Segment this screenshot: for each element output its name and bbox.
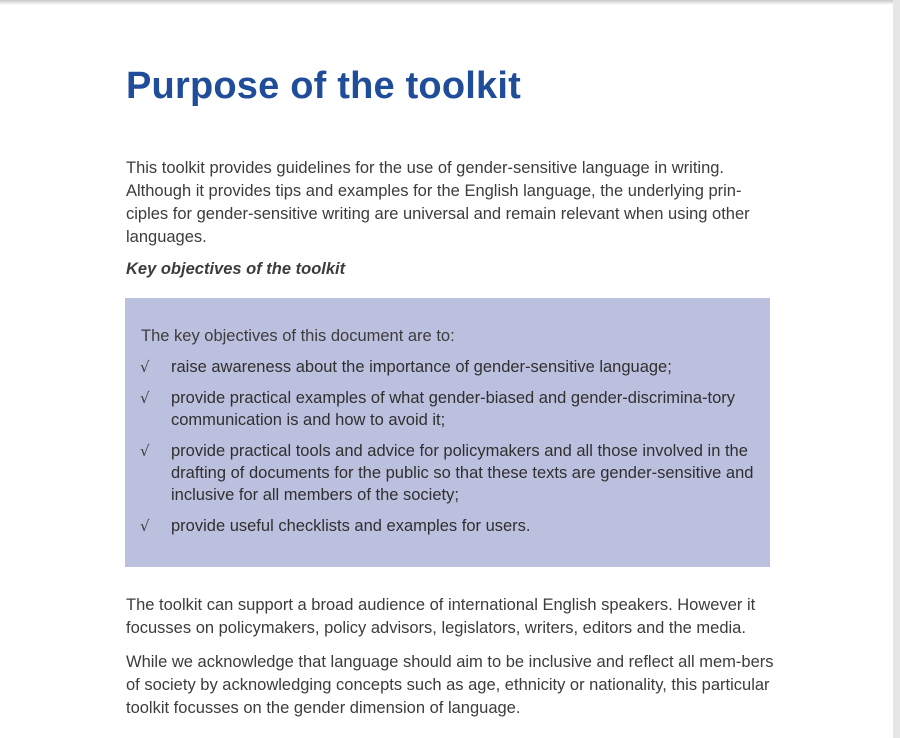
audience-paragraph: The toolkit can support a broad audience of international English speakers. However it focusses on policymakers, policy advisors, legislators, writers, editors and the media. bbox=[126, 596, 756, 637]
objectives-box bbox=[125, 298, 770, 567]
objectives-list bbox=[125, 356, 770, 546]
objective-item bbox=[125, 387, 770, 431]
objective-text: provide practical examples of what gender-biased and gender-discrimina-tory communication is and how to avoid it; bbox=[171, 389, 736, 429]
objective-text: provide practical tools and advice for policymakers and all those involved in the drafting of documents for the public so that these texts are gender-sensitive and inclusive for all members of the society; bbox=[171, 442, 754, 504]
acknowledgement-paragraph: While we acknowledge that language should aim to be inclusive and reflect all mem-bers of society by acknowledging concepts such as age, ethnicity or nationality, this particular toolkit focusses on the gender dimension of language. bbox=[126, 653, 774, 717]
objective-text: raise awareness about the importance of gender-sensitive language; bbox=[171, 358, 672, 376]
page-title: Purpose of the toolkit bbox=[126, 65, 521, 107]
intro-paragraph: This toolkit provides guidelines for the use of gender-sensitive language in writing. Although it provides tips and examples for the English language, the underlying prin-ciples for gender-sensitive writing are universal and remain relevant when using other languages. bbox=[126, 159, 750, 246]
objective-text: provide useful checklists and examples for users. bbox=[171, 517, 531, 535]
checkmark-icon: √ bbox=[140, 358, 150, 376]
checkmark-icon: √ bbox=[140, 517, 150, 535]
objective-item bbox=[125, 356, 770, 378]
top-shadow bbox=[0, 0, 893, 5]
key-objectives-heading: Key objectives of the toolkit bbox=[126, 260, 346, 278]
objective-item bbox=[125, 515, 770, 537]
objective-item bbox=[125, 440, 770, 506]
objectives-intro: The key objectives of this document are to: bbox=[141, 327, 455, 345]
viewer-gutter bbox=[893, 0, 900, 738]
checkmark-icon: √ bbox=[140, 442, 150, 460]
checkmark-icon: √ bbox=[140, 389, 150, 407]
